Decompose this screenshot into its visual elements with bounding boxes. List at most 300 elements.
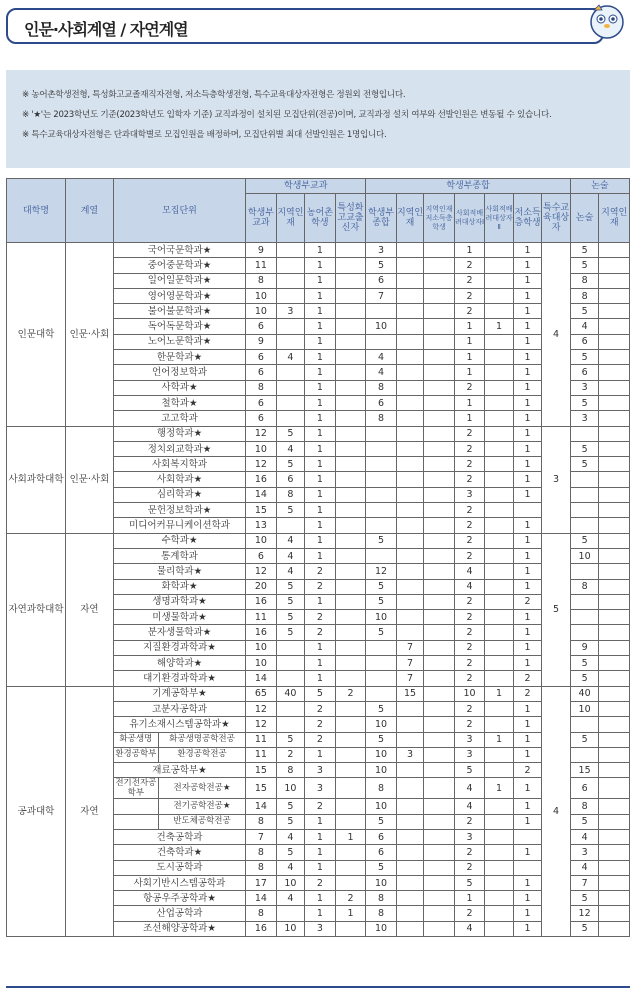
column-header: 사회적배려대상자Ⅰ <box>454 194 485 243</box>
quota-cell: 10 <box>246 533 277 548</box>
quota-cell: 5 <box>570 441 598 456</box>
quota-cell <box>599 548 630 563</box>
quota-cell <box>396 891 423 906</box>
unit-group: 환경공학부 <box>114 748 159 762</box>
quota-cell <box>396 533 423 548</box>
quota-cell: 1 <box>305 503 336 518</box>
quota-cell: 2 <box>305 799 336 814</box>
quota-cell: 2 <box>305 732 336 747</box>
quota-cell <box>335 564 366 579</box>
quota-cell <box>570 487 598 502</box>
quota-cell: 5 <box>570 304 598 319</box>
quota-cell <box>424 921 455 936</box>
quota-cell: 5 <box>276 814 304 829</box>
quota-cell <box>335 457 366 472</box>
quota-cell: 5 <box>570 533 598 548</box>
quota-cell: 1 <box>513 778 541 799</box>
quota-cell <box>396 334 423 349</box>
quota-cell: 5 <box>366 258 397 273</box>
quota-cell: 1 <box>305 518 336 533</box>
quota-cell: 7 <box>396 671 423 686</box>
quota-cell <box>276 717 304 732</box>
header-group-jonghap: 학생부종합 <box>366 179 571 194</box>
quota-cell <box>335 350 366 365</box>
quota-cell: 1 <box>454 891 485 906</box>
column-header: 지역인재 저소득층학생 <box>424 194 455 243</box>
quota-cell: 8 <box>366 380 397 395</box>
special-education-count: 4 <box>542 243 571 427</box>
quota-cell <box>599 640 630 655</box>
quota-cell: 1 <box>454 334 485 349</box>
quota-cell <box>424 891 455 906</box>
quota-cell: 5 <box>276 610 304 625</box>
quota-cell: 5 <box>276 457 304 472</box>
quota-cell: 6 <box>366 273 397 288</box>
quota-cell: 1 <box>305 304 336 319</box>
quota-cell: 10 <box>246 640 277 655</box>
quota-cell <box>335 411 366 426</box>
quota-cell: 2 <box>454 457 485 472</box>
quota-cell <box>424 906 455 921</box>
quota-cell <box>513 829 541 844</box>
quota-cell: 1 <box>305 441 336 456</box>
quota-cell: 2 <box>454 503 485 518</box>
unit-name: 전기공학전공★ <box>173 801 231 812</box>
quota-cell <box>485 548 513 563</box>
quota-cell: 1 <box>513 701 541 716</box>
quota-cell <box>335 845 366 860</box>
quota-cell <box>424 472 455 487</box>
quota-cell: 2 <box>454 380 485 395</box>
quota-cell: 1 <box>513 625 541 640</box>
quota-cell <box>599 921 630 936</box>
quota-cell: 5 <box>366 625 397 640</box>
quota-cell: 1 <box>305 243 336 258</box>
quota-cell <box>599 426 630 441</box>
quota-cell <box>485 258 513 273</box>
quota-cell <box>485 441 513 456</box>
quota-cell: 1 <box>335 906 366 921</box>
quota-cell <box>599 243 630 258</box>
quota-cell: 1 <box>305 487 336 502</box>
quota-cell: 8 <box>570 799 598 814</box>
unit-group: 전기전자공학부 <box>115 778 157 799</box>
quota-cell: 2 <box>454 426 485 441</box>
quota-cell: 5 <box>366 732 397 747</box>
quota-cell: 7 <box>246 829 277 844</box>
quota-cell: 5 <box>570 671 598 686</box>
quota-cell <box>366 457 397 472</box>
quota-cell: 8 <box>246 860 277 875</box>
quota-cell <box>599 778 630 799</box>
quota-cell <box>335 503 366 518</box>
quota-cell <box>485 579 513 594</box>
quota-cell <box>335 579 366 594</box>
unit-name: 물리학과★ <box>113 564 245 579</box>
quota-cell <box>599 747 630 762</box>
quota-cell: 1 <box>305 891 336 906</box>
quota-cell: 1 <box>305 829 336 844</box>
quota-cell: 8 <box>246 814 277 829</box>
quota-cell <box>424 732 455 747</box>
quota-cell: 1 <box>485 778 513 799</box>
quota-cell: 4 <box>276 533 304 548</box>
quota-cell: 12 <box>570 906 598 921</box>
unit-name: 조선해양공학과★ <box>113 921 245 936</box>
notes-panel <box>6 70 630 168</box>
quota-cell <box>599 610 630 625</box>
quota-cell: 3 <box>454 747 485 762</box>
quota-cell <box>424 304 455 319</box>
quota-cell <box>485 288 513 303</box>
quota-cell <box>335 671 366 686</box>
quota-cell <box>485 747 513 762</box>
unit-name: 재료공학부★ <box>113 763 245 778</box>
quota-cell <box>424 671 455 686</box>
quota-cell <box>599 273 630 288</box>
quota-cell: 2 <box>305 625 336 640</box>
column-header: 지역인재 <box>599 194 630 243</box>
quota-cell: 10 <box>246 288 277 303</box>
quota-cell: 40 <box>570 686 598 701</box>
quota-cell: 10 <box>246 304 277 319</box>
quota-cell <box>424 411 455 426</box>
quota-cell <box>599 671 630 686</box>
quota-cell: 1 <box>305 656 336 671</box>
unit-name: 생명과학과★ <box>113 594 245 609</box>
quota-cell <box>485 625 513 640</box>
quota-cell <box>424 319 455 334</box>
unit-name: 독어독문학과★ <box>113 319 245 334</box>
quota-cell <box>276 334 304 349</box>
unit-name: 도시공학과 <box>113 860 245 875</box>
quota-cell <box>485 243 513 258</box>
quota-cell: 3 <box>454 829 485 844</box>
header-university: 대학명 <box>7 179 66 243</box>
quota-cell: 1 <box>305 273 336 288</box>
quota-cell: 2 <box>454 906 485 921</box>
quota-cell: 9 <box>246 243 277 258</box>
quota-cell <box>335 441 366 456</box>
quota-cell: 2 <box>454 625 485 640</box>
quota-cell: 10 <box>570 701 598 716</box>
quota-cell <box>570 717 598 732</box>
quota-cell <box>396 426 423 441</box>
quota-cell <box>276 243 304 258</box>
quota-cell <box>424 518 455 533</box>
quota-cell: 1 <box>513 411 541 426</box>
quota-cell: 5 <box>276 503 304 518</box>
quota-cell <box>485 426 513 441</box>
quota-cell <box>335 304 366 319</box>
quota-cell: 1 <box>513 814 541 829</box>
quota-cell <box>485 814 513 829</box>
quota-cell <box>485 860 513 875</box>
quota-cell: 16 <box>246 921 277 936</box>
quota-cell <box>396 411 423 426</box>
quota-cell: 1 <box>513 243 541 258</box>
quota-cell: 1 <box>335 829 366 844</box>
quota-cell: 14 <box>246 891 277 906</box>
quota-cell <box>335 426 366 441</box>
quota-cell: 8 <box>366 906 397 921</box>
quota-cell: 1 <box>485 319 513 334</box>
quota-cell <box>599 350 630 365</box>
quota-cell: 5 <box>570 891 598 906</box>
quota-cell: 1 <box>305 814 336 829</box>
quota-cell: 1 <box>305 845 336 860</box>
quota-cell <box>396 380 423 395</box>
quota-cell: 5 <box>366 594 397 609</box>
quota-cell <box>335 395 366 410</box>
quota-cell <box>396 319 423 334</box>
quota-cell <box>396 304 423 319</box>
quota-cell <box>424 350 455 365</box>
quota-cell <box>599 304 630 319</box>
unit-group: 화공생명 <box>114 733 159 747</box>
quota-cell <box>335 380 366 395</box>
quota-cell <box>599 625 630 640</box>
table-row <box>7 686 630 701</box>
quota-cell <box>599 518 630 533</box>
quota-cell: 15 <box>246 778 277 799</box>
quota-cell <box>485 845 513 860</box>
quota-cell: 1 <box>513 579 541 594</box>
quota-cell <box>396 814 423 829</box>
quota-cell <box>485 457 513 472</box>
quota-cell: 1 <box>305 395 336 410</box>
quota-cell: 5 <box>570 243 598 258</box>
quota-cell <box>513 860 541 875</box>
quota-cell <box>424 763 455 778</box>
quota-cell <box>335 732 366 747</box>
quota-cell <box>485 273 513 288</box>
quota-cell: 3 <box>305 778 336 799</box>
quota-cell: 4 <box>276 350 304 365</box>
quota-cell: 1 <box>305 906 336 921</box>
quota-cell: 5 <box>276 426 304 441</box>
quota-cell: 12 <box>246 457 277 472</box>
quota-cell <box>485 656 513 671</box>
mascot-icon <box>584 0 630 46</box>
special-education-count: 4 <box>542 686 571 936</box>
quota-cell <box>485 906 513 921</box>
quota-cell <box>424 594 455 609</box>
quota-cell: 1 <box>305 380 336 395</box>
quota-cell: 1 <box>513 548 541 563</box>
quota-cell: 1 <box>305 594 336 609</box>
quota-cell: 2 <box>454 273 485 288</box>
quota-cell: 1 <box>513 472 541 487</box>
quota-cell: 5 <box>276 732 304 747</box>
quota-cell: 1 <box>454 411 485 426</box>
quota-cell: 5 <box>570 258 598 273</box>
note-line: ※ 특수교육대상자전형은 단과대학별로 모집인원을 배정하며, 모집단위별 최대 선발인원은 1명입니다. <box>22 130 387 140</box>
quota-cell <box>396 288 423 303</box>
quota-cell <box>570 610 598 625</box>
quota-cell <box>599 732 630 747</box>
quota-cell <box>366 548 397 563</box>
quota-cell <box>424 288 455 303</box>
unit-name: 노어노문학과★ <box>113 334 245 349</box>
quota-cell: 1 <box>513 273 541 288</box>
quota-cell: 3 <box>366 243 397 258</box>
quota-cell <box>424 426 455 441</box>
quota-cell <box>485 891 513 906</box>
quota-cell: 20 <box>246 579 277 594</box>
quota-cell: 4 <box>454 778 485 799</box>
quota-cell <box>599 656 630 671</box>
table-row <box>7 533 630 548</box>
unit-name: 문헌정보학과★ <box>113 503 245 518</box>
column-header: 특수교육대상자 <box>542 194 571 243</box>
quota-cell: 7 <box>570 875 598 890</box>
quota-cell: 5 <box>366 701 397 716</box>
quota-cell <box>276 395 304 410</box>
quota-cell: 2 <box>454 701 485 716</box>
quota-cell: 5 <box>366 860 397 875</box>
quota-cell: 4 <box>276 829 304 844</box>
quota-cell: 2 <box>276 747 304 762</box>
unit-name: 미디어커뮤니케이션학과 <box>113 518 245 533</box>
quota-cell: 3 <box>570 411 598 426</box>
quota-cell: 1 <box>305 319 336 334</box>
quota-cell <box>599 441 630 456</box>
quota-cell: 3 <box>570 380 598 395</box>
unit-name: 산업공학과 <box>113 906 245 921</box>
quota-cell: 5 <box>454 875 485 890</box>
quota-cell <box>396 243 423 258</box>
quota-cell: 8 <box>570 288 598 303</box>
unit-name: 사회기반시스템공학과 <box>113 875 245 890</box>
quota-cell <box>396 778 423 799</box>
unit-name: 한문학과★ <box>113 350 245 365</box>
quota-cell: 1 <box>513 319 541 334</box>
quota-cell <box>276 288 304 303</box>
quota-cell: 2 <box>305 875 336 890</box>
quota-cell: 2 <box>454 533 485 548</box>
quota-cell <box>335 610 366 625</box>
quota-cell: 4 <box>366 365 397 380</box>
quota-cell <box>485 701 513 716</box>
quota-cell: 1 <box>513 656 541 671</box>
quota-cell: 5 <box>276 845 304 860</box>
quota-cell <box>396 350 423 365</box>
quota-cell <box>276 701 304 716</box>
series-name: 자연 <box>66 533 114 686</box>
quota-cell <box>335 921 366 936</box>
quota-cell <box>335 875 366 890</box>
quota-cell <box>276 365 304 380</box>
quota-cell <box>599 258 630 273</box>
quota-cell <box>599 380 630 395</box>
quota-cell: 2 <box>305 701 336 716</box>
quota-cell <box>424 457 455 472</box>
quota-cell: 2 <box>454 472 485 487</box>
quota-cell: 40 <box>276 686 304 701</box>
quota-cell <box>424 845 455 860</box>
quota-cell <box>335 778 366 799</box>
quota-cell <box>485 395 513 410</box>
quota-cell: 6 <box>246 411 277 426</box>
quota-cell <box>424 487 455 502</box>
quota-cell: 4 <box>454 799 485 814</box>
admission-table <box>6 178 630 937</box>
quota-cell: 2 <box>454 640 485 655</box>
quota-cell: 9 <box>570 640 598 655</box>
quota-cell: 12 <box>246 564 277 579</box>
quota-cell: 2 <box>454 518 485 533</box>
quota-cell: 10 <box>276 778 304 799</box>
header-unit: 모집단위 <box>113 179 245 243</box>
quota-cell: 1 <box>513 717 541 732</box>
quota-cell: 17 <box>246 875 277 890</box>
quota-cell: 4 <box>276 441 304 456</box>
quota-cell <box>424 799 455 814</box>
quota-cell <box>599 579 630 594</box>
quota-cell <box>424 610 455 625</box>
quota-cell <box>396 518 423 533</box>
quota-cell: 10 <box>366 799 397 814</box>
quota-cell: 1 <box>485 686 513 701</box>
quota-cell <box>396 610 423 625</box>
quota-cell: 16 <box>246 625 277 640</box>
quota-cell: 10 <box>366 717 397 732</box>
college-name: 사회과학대학 <box>7 426 66 533</box>
quota-cell: 1 <box>305 288 336 303</box>
quota-cell: 10 <box>366 610 397 625</box>
quota-cell <box>424 814 455 829</box>
unit-name: 일어일문학과★ <box>113 273 245 288</box>
quota-cell <box>424 625 455 640</box>
quota-cell: 4 <box>454 564 485 579</box>
quota-cell: 1 <box>513 304 541 319</box>
quota-cell <box>366 640 397 655</box>
quota-cell: 1 <box>305 671 336 686</box>
quota-cell <box>276 640 304 655</box>
quota-cell: 10 <box>366 319 397 334</box>
quota-cell: 13 <box>246 518 277 533</box>
quota-cell <box>396 441 423 456</box>
quota-cell <box>485 365 513 380</box>
table-row <box>7 243 630 258</box>
quota-cell <box>599 564 630 579</box>
quota-cell: 4 <box>276 891 304 906</box>
quota-cell <box>335 548 366 563</box>
quota-cell <box>424 441 455 456</box>
quota-cell: 5 <box>454 763 485 778</box>
quota-cell <box>335 533 366 548</box>
quota-cell <box>396 625 423 640</box>
quota-cell: 2 <box>513 594 541 609</box>
quota-cell <box>276 273 304 288</box>
quota-cell <box>570 503 598 518</box>
series-name: 인문·사회 <box>66 426 114 533</box>
quota-cell: 4 <box>276 860 304 875</box>
quota-cell: 8 <box>246 273 277 288</box>
quota-cell <box>599 875 630 890</box>
quota-cell: 1 <box>513 395 541 410</box>
unit-name: 항공우주공학과★ <box>113 891 245 906</box>
unit-name: 중어중문학과★ <box>113 258 245 273</box>
quota-cell: 1 <box>513 518 541 533</box>
quota-cell: 2 <box>305 610 336 625</box>
column-header: 지역인재 <box>396 194 423 243</box>
quota-cell: 10 <box>366 875 397 890</box>
quota-cell: 1 <box>513 457 541 472</box>
quota-cell: 8 <box>276 487 304 502</box>
quota-cell: 6 <box>366 395 397 410</box>
